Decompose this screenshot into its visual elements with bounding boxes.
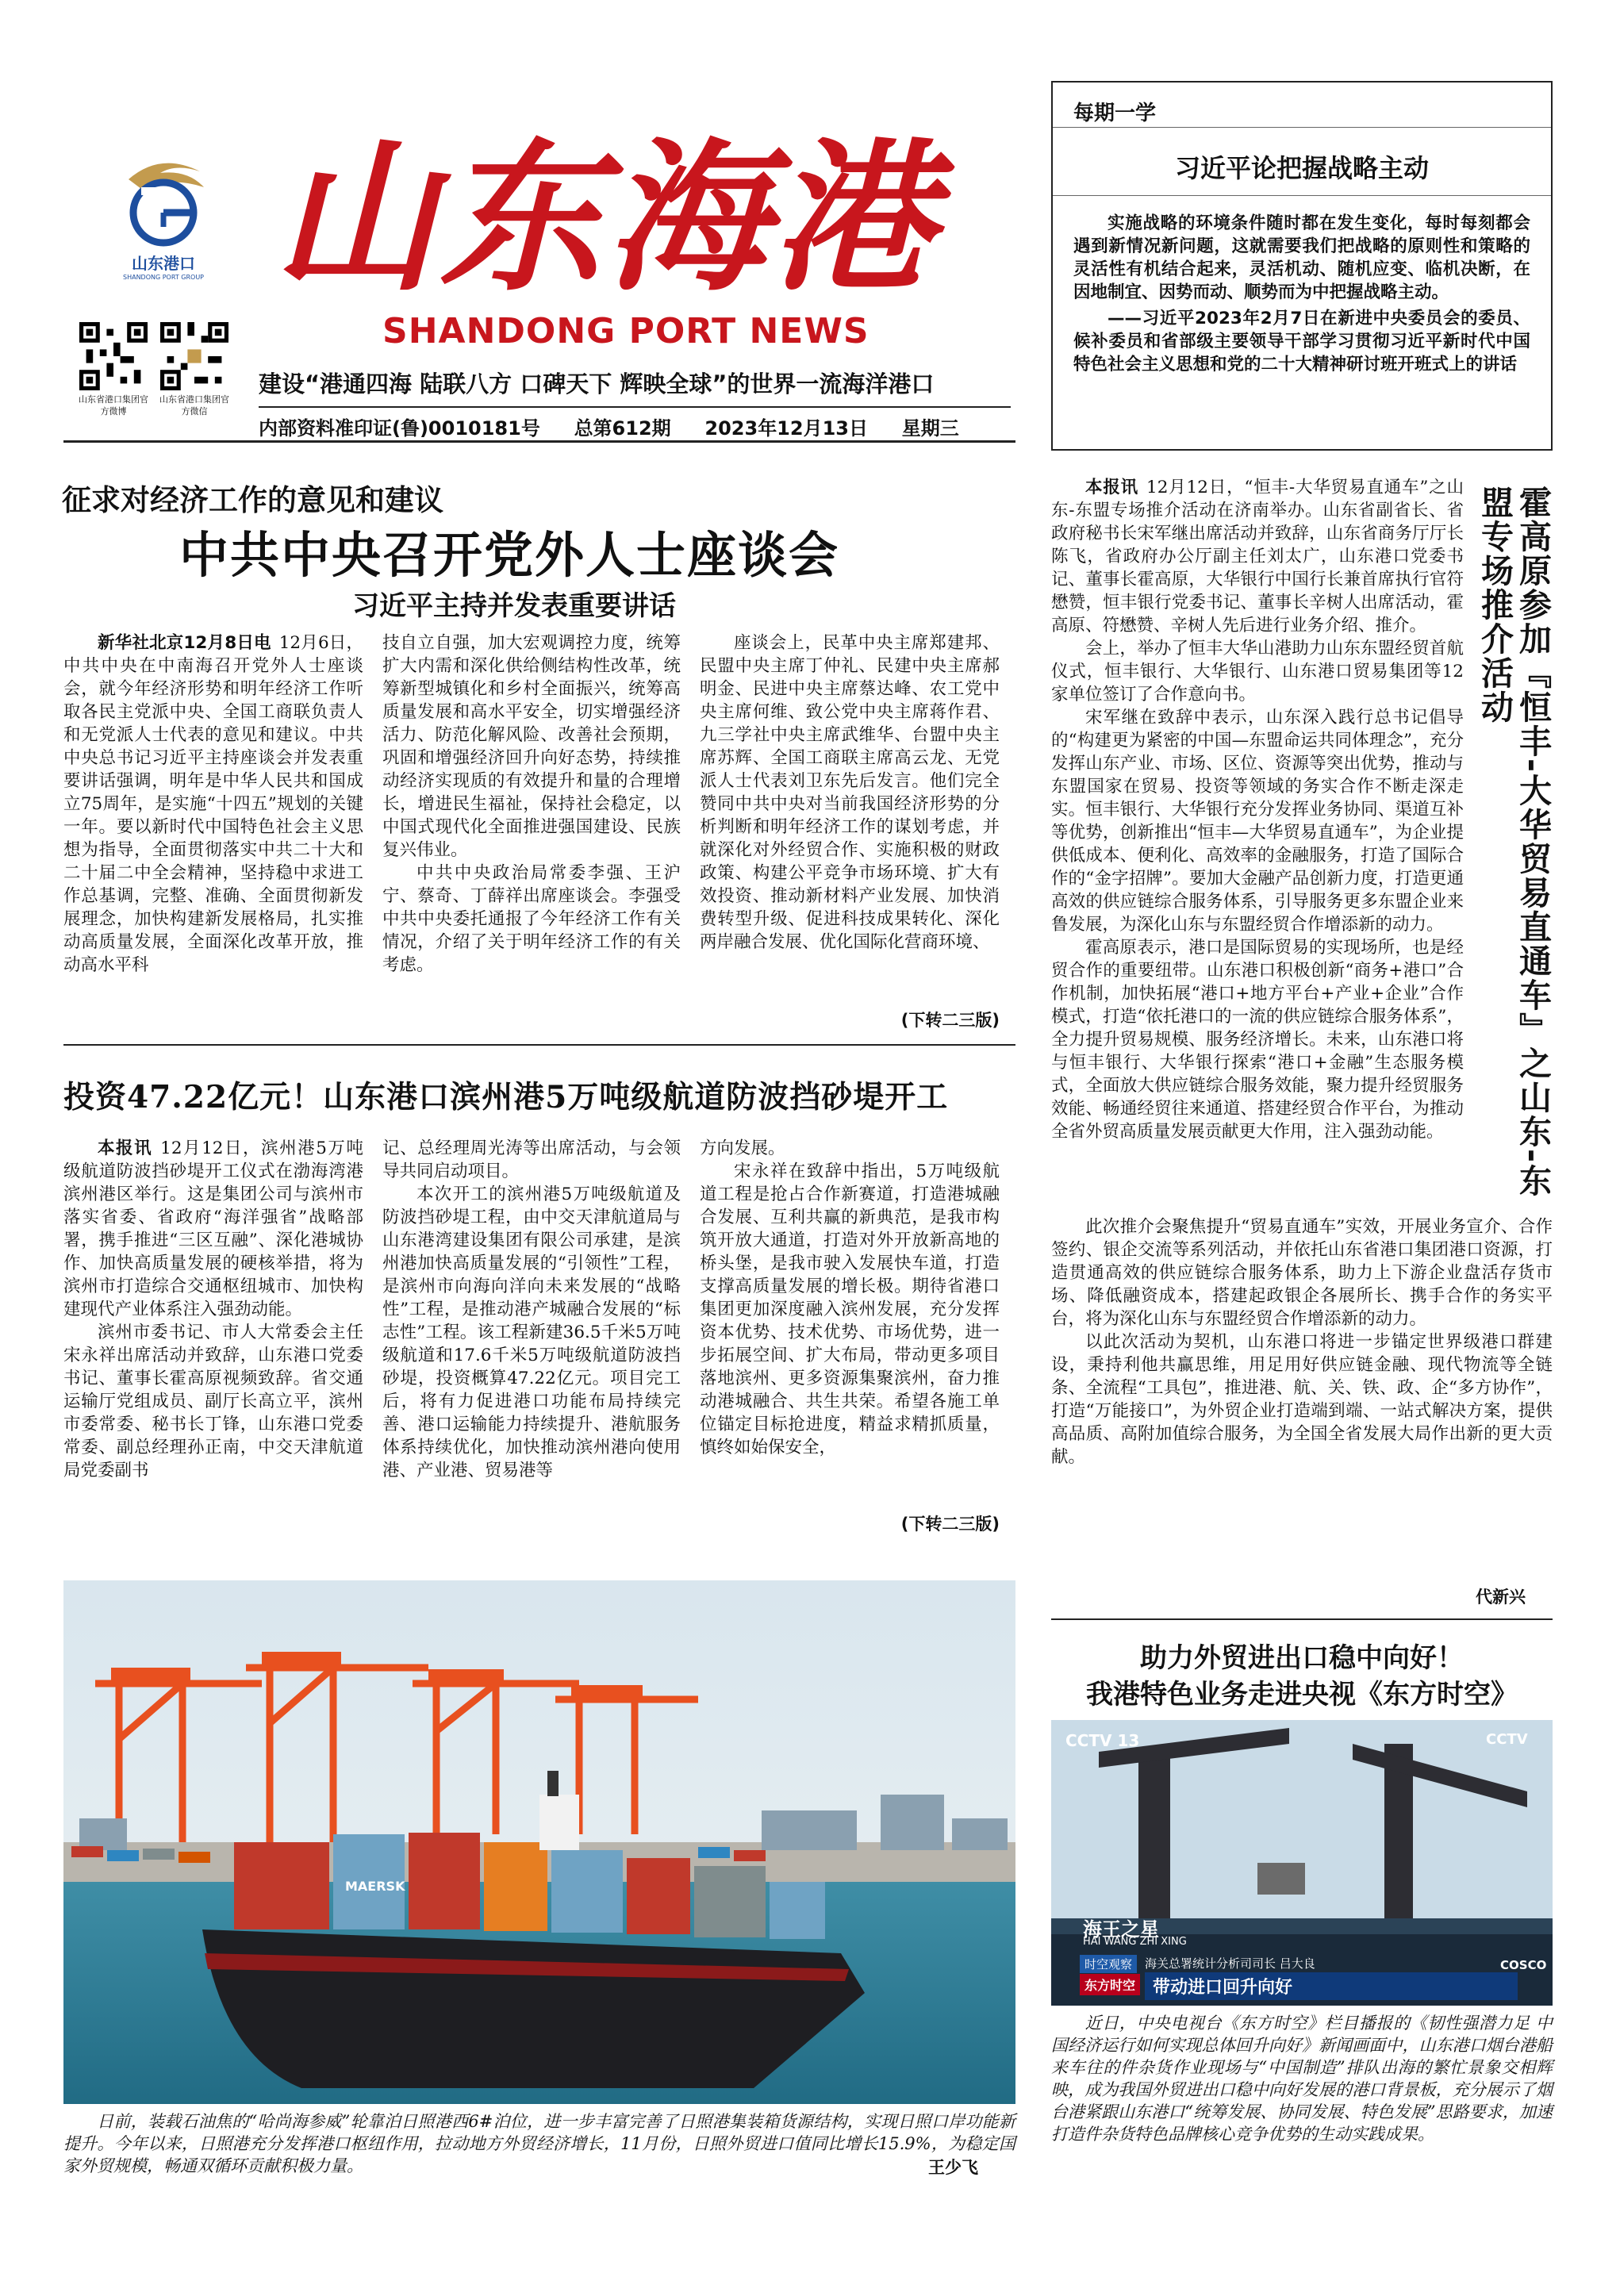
study-box: [1051, 81, 1553, 451]
logo-text: 山东港口: [132, 254, 195, 273]
tv-ticker-label: 时空观察: [1080, 1955, 1137, 1973]
lead-col-2: [382, 632, 681, 977]
logo-emblem-icon: [113, 155, 214, 251]
trade-byline: 本报讯: [1085, 478, 1139, 497]
lead-kicker: 征求对经济工作的意见和建议: [62, 483, 443, 517]
binzhou-continued: (下转二三版): [900, 1515, 1000, 1534]
qr-weibo[interactable]: [77, 322, 150, 417]
lead-col1-text: 12月6日，中共中央在中南海召开党外人士座谈会，就今年经济形势和明年经济工作听取各民主党派中央、全国工商联负责人和无党派人士代表的意见和建议。中共中央总书记习近平主持座谈会并发表重要讲话强调，明年是中华人民共和国成立75周年，是实施“十四五”规划的关键一年。要以新时代中国特色社会主义思想为指导，全面贯彻落实中共二十大和二十届二中全会精神，坚持稳中求进工作总基调，完整、准确、全面贯彻新发展理念，加快构建新发展格局，扎实推动高质量发展，全面深化改革开放，推动高水平科: [63, 633, 363, 975]
trade-para3: 宋军继在致辞中表示，山东深入践行总书记倡导的“构建更为紧密的中国—东盟命运共同体理念”，充分发挥山东产业、市场、区位、资源等突出优势，推动与东盟国家在贸易、投资等领域的务实合作不断走深走实。恒丰银行、大华银行充分发挥业务协同、渠道互补等优势，创新推出“恒丰—大华贸易直通车”，为企业提供低成本、便利化、高效率的金融服务，打造了国际合作的“金字招牌”。要加大金融产品创新力度，打造更通高效的供应链综合服务体系，引导服务更多东盟企业来鲁发展，为深化山东与东盟经贸合作增添新的动力。: [1051, 708, 1464, 935]
ship-label: MAERSK: [345, 1879, 405, 1894]
lead-headline: 中共中央召开党外人士座谈会: [179, 526, 840, 584]
study-source: ——习近平2023年2月7日在新进中央委员会的委员、候补委员和省部级主要领导干部学习贯彻习近平新时代中国特色社会主义思想和党的二十大精神研讨班开班式上的讲话: [1073, 309, 1530, 374]
lead-byline: 新华社北京12月8日电: [98, 633, 271, 653]
masthead-title-en: SHANDONG PORT NEWS: [382, 311, 870, 351]
shandong-port-logo: [113, 155, 214, 281]
cctv-headline-1: 助力外贸进出口稳中向好！: [1140, 1642, 1464, 1674]
binzhou-col-2: [382, 1137, 681, 1482]
lead-subhead: 习近平主持并发表重要讲话: [352, 590, 676, 622]
trade-para2: 会上，举办了恒丰大华山港助力山东东盟经贸首航仪式，恒丰银行、大华银行、山东港口贸易集团等12家单位签订了合作意向书。: [1051, 639, 1464, 705]
binzhou-headline: 投资47.22亿元！山东港口滨州港5万吨级航道防波挡砂堤开工: [63, 1079, 949, 1115]
issue-date: 2023年12月13日: [704, 417, 868, 440]
trade-para1: 12月12日，“恒丰-大华贸易直通车”之山东-东盟专场推介活动在济南举办。山东省副省长、省政府秘书长宋军继出席活动并致辞，山东省商务厅厅长陈飞，省政府办公厅副主任刘太广，山东港口党委书记、董事长霍高原，大华银行中国行长兼首席执行官符懋赞，恒丰银行党委书记、董事长辛树人出席活动，霍高原、符懋赞、辛树人先后进行业务介绍、推介。: [1051, 478, 1464, 635]
ship-name: 海王之星: [1083, 1918, 1159, 1941]
tv-corner-logo: CCTV: [1486, 1731, 1528, 1748]
binzhou-col-1: [63, 1137, 363, 1482]
binzhou-col3-para2: 宋永祥在致辞中指出，5万吨级航道工程是抢占合作新赛道，打造港城融合发展、互利共赢的新典范，是我市构筑开放大通道，打造对外开放新高地的桥头堡，是我市驶入发展快车道，打造支撑高质量发展的增长极。期待省港口集团更加深度融入滨州发展，充分发挥资本优势、技术优势、市场优势，进一步拓展空间、扩大布局，带动更多项目落地滨州、更多资源集聚滨州，奋力推动港城融合、共生共荣。希望各施工单位锚定目标抢进度，精益求精抓质量，慎终如始保安全，: [700, 1161, 1000, 1457]
lead-col2-para2: 中共中央政治局常委李强、王沪宁、蔡奇、丁薛祥出席座谈会。李强受中共中央委托通报了今年经济工作有关情况，介绍了关于明年经济工作的有关考虑。: [382, 863, 681, 975]
binzhou-col3-para1: 方向发展。: [700, 1138, 785, 1158]
study-title: 习近平论把握战略主动: [1174, 153, 1429, 183]
qr-code-icon: [160, 322, 228, 390]
tv-cosco: COSCO: [1500, 1958, 1547, 1972]
masthead: [0, 0, 1031, 444]
lead-col-1: [63, 632, 363, 977]
tv-banner: 带动进口回升向好: [1145, 1972, 1518, 2000]
masthead-title: 山东海港: [274, 123, 937, 313]
binzhou-col1-para2: 滨州市委书记、市人大常委会主任宋永祥出席活动并致辞，山东港口党委书记、董事长霍高原视频致辞。省交通运输厅党组成员、副厅长高立平，滨州市委常委、秘书长丁锋，山东港口党委常委、副总经理孙正南，中交天津航道局党委副书: [63, 1323, 363, 1480]
lead-col3-text: 座谈会上，民革中央主席郑建邦、民盟中央主席丁仲礼、民建中央主席郝明金、民进中央主席蔡达峰、农工党中央主席何维、致公党中央主席蒋作君、九三学社中央主席武维华、台盟中央主席苏辉、全国工商联主席高云龙、无党派人士代表刘卫东先后发言。他们完全赞同中共中央对当前我国经济形势的分析判断和明年经济工作的谋划考虑，并就深化对外经贸合作、实施积极的财政政策、构建公平竞争市场环境、扩大有效投资、推动新材料产业发展、加快消费转型升级、促进科技成果转化、深化两岸融合发展、优化国际化营商环境、: [700, 633, 1000, 952]
binzhou-col2-para2: 本次开工的滨州港5万吨级航道及防波挡砂堤工程，由中交天津航道局与山东港湾建设集团有限公司承建，是滨州港加快高质量发展的“引领性”工程，是滨州市向海向洋向未来发展的“战略性”工程，是推动港产城融合发展的“标志性”工程。该工程新建36.5千米5万吨级航道和17.6千米5万吨级航道防波挡砂堤，投资概算47.22亿元。项目完工后，将有力促进港口功能布局持续完善、港口运输能力持续提升、港航服务体系持续优化，加快推动滨州港向使用港、产业港、贸易港等: [382, 1184, 681, 1480]
binzhou-col-3: [700, 1137, 1000, 1459]
study-header: 每期一学: [1073, 102, 1157, 125]
binzhou-byline: 本报讯: [98, 1138, 153, 1158]
trade-para4: 霍高原表示，港口是国际贸易的实现场所，也是经贸合作的重要纽带。山东港口积极创新“商务+港口”合作机制，加快拓展“港口+地方平台+产业+企业”合作模式，打造“依托港口的一流的供应链综合服务体系”，全力提升贸易规模、服务经济增长。未来，山东港口将与恒丰银行、大华银行探索“港口+金融”生态服务模式，全面放大供应链综合服务效能，聚力提升经贸服务效能、畅通经贸往来通道、搭建经贸合作平台，为推动全省外贸高质量发展贡献更大作用，注入强劲动能。: [1051, 938, 1464, 1142]
slogan: 建设“港通四海 陆联八方 口碑天下 辉映全球”的世界一流海洋港口: [259, 371, 935, 397]
photo-caption: [63, 2110, 1015, 2177]
lead-continued: (下转二三版): [900, 1011, 1000, 1030]
cctv-screenshot: [1051, 1720, 1553, 2006]
qr-wechat[interactable]: [158, 322, 231, 417]
cctv-body: [1051, 2012, 1553, 2145]
lead-col-3: [700, 632, 1000, 954]
container-ship-photo-icon: [63, 1580, 1015, 2104]
trade-article: [1051, 476, 1464, 1143]
qr-wechat-label: 山东省港口集团官方微信: [159, 394, 229, 417]
permit-number: 内部资料准印证(鲁)0010181号: [259, 417, 540, 440]
cctv-headline-2: 我港特色业务走进央视《东方时空》: [1086, 1679, 1518, 1710]
trade-para6: 以此次活动为契机，山东港口将进一步锚定世界级港口群建设，秉持利他共赢思维，用足用好供应链金融、现代物流等全链条、全流程“工具包”，推进港、航、关、铁、政、企“多方协作”，打造“万能接口”，为外贸企业打造端到端、一站式解决方案，提供高品质、高附加值综合服务，为全国全省发展大局作出新的更大贡献。: [1051, 1332, 1553, 1467]
binzhou-col2-para1: 记、总经理周光涛等出席活动，与会领导共同启动项目。: [382, 1138, 681, 1181]
tv-channel-logo: CCTV 13: [1065, 1731, 1140, 1750]
trade-para5: 此次推介会聚焦提升“贸易直通车”实效，开展业务宣介、合作签约、银企交流等系列活动，并依托山东省港口集团港口资源，打造贯通高效的供应链综合服务体系，助力上下游企业盘活存货市场、降低融资成本，搭建起政银企各展所长、携手合作的务实平台，将为深化山东与东盟经贸合作增添新的动力。: [1051, 1217, 1553, 1329]
ship-name-en: HAI WANG ZHI XING: [1083, 1936, 1187, 1948]
photo-credit: 王少飞: [928, 2158, 978, 2177]
lead-col2-para1: 技自立自强，加大宏观调控力度，统筹扩大内需和深化供给侧结构性改革，统筹新型城镇化和乡村全面振兴，统筹高质量发展和高水平安全，切实增强经济活力、防范化解风险、改善社会预期，巩固和增强经济回升向好态势，持续推动经济实现质的有效提升和量的合理增长，增进民生福祉，保持社会稳定，以中国式现代化全面推进强国建设、民族复兴伟业。: [382, 633, 681, 860]
study-body: 实施战略的环境条件随时都在发生变化，每时每刻都会遇到新情况新问题，这就需要我们把战略的原则性和策略的灵活性有机结合起来，灵活机动、随机应变、临机决断，在因地制宜、因势而动、顺势而为中把握战略主动。: [1073, 213, 1530, 302]
qr-code-icon: [79, 322, 148, 390]
photo-caption-text: 日前，装载石油焦的“哈尚海参威”轮靠泊日照港西6#泊位，进一步丰富完善了日照港集装箱货源结构，实现日照口岸功能新提升。今年以来，日照港充分发挥港口枢纽作用，拉动地方外贸经济增长，11月份，日照外贸进口值同比增长15.9%，为稳定国家外贸规模，畅通双循环贡献积极力量。: [63, 2112, 1015, 2175]
issue-info: [259, 413, 959, 440]
trade-credit: 代新兴: [1476, 1588, 1526, 1607]
port-photo: [63, 1580, 1015, 2104]
logo-subtext: SHANDONG PORT GROUP: [123, 274, 204, 281]
issue-number: 总第612期: [574, 417, 671, 440]
cctv-body-text: 近日，中央电视台《东方时空》栏目播报的《韧性强潜力足 中国经济运行如何实现总体回升向好》新闻画面中，山东港口烟台港船来车往的件杂货作业现场与“中国制造”排队出海的繁忙景象交相辉映，成为我国外贸进出口稳中向好发展的港口背景板，充分展示了烟台港紧跟山东港口“统筹发展、协同发展、特色发展”思路要求，加速打造件杂货特色品牌核心竞争优势的生动实践成果。: [1051, 2014, 1553, 2144]
binzhou-col1-text: 12月12日，滨州港5万吨级航道防波挡砂堤开工仪式在渤海湾港滨州港区举行。这是集团公司与滨州市落实省委、省政府“海洋强省”战略部署，携手推进“三区互融”、深化港城协作、加快高质量发展的硬核举措，将为滨州市打造综合交通枢纽城市、加快构建现代产业体系注入强劲动能。: [63, 1138, 363, 1319]
qr-weibo-label: 山东省港口集团官方微博: [79, 394, 148, 417]
trade-article-lower: [1051, 1215, 1553, 1469]
tv-program: 东方时空: [1080, 1974, 1140, 1995]
trade-vertical-headline: 霍高原参加『恒丰-大华贸易直通车』之山东-东盟专场推介活动: [1476, 486, 1552, 1199]
issue-weekday: 星期三: [901, 417, 959, 440]
tv-ticker-text: 海关总署统计分析司司长 吕大良: [1145, 1956, 1315, 1971]
